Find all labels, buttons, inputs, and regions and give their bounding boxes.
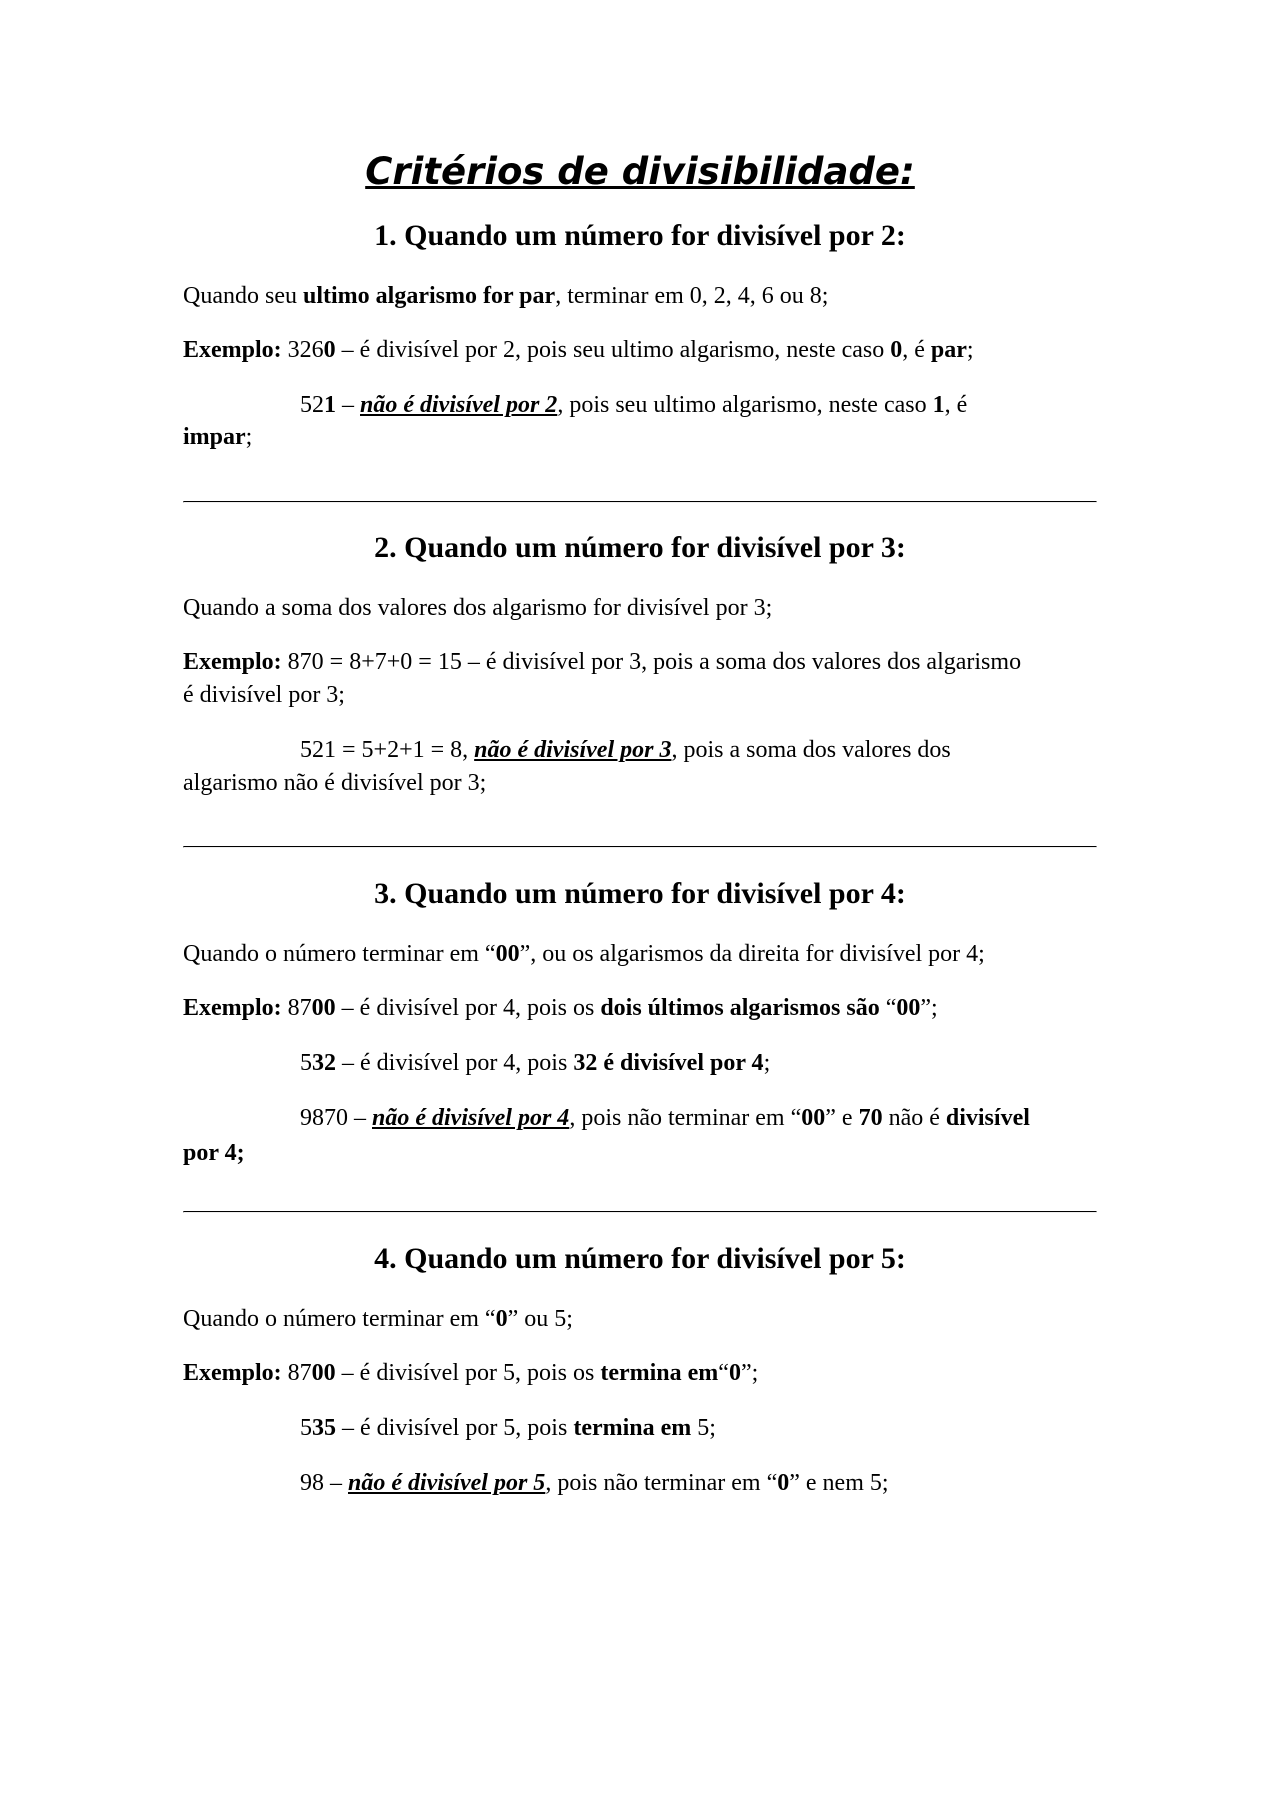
text: – é divisível por 2, pois seu ultimo algarismo, neste caso <box>335 337 891 363</box>
text: – é divisível por 5, pois os <box>335 1360 601 1386</box>
page-title: Critérios de divisibilidade: <box>365 150 915 193</box>
text-bold: 00 <box>495 941 520 967</box>
emphasis-underlined: não é divisível por 4 <box>372 1105 570 1131</box>
section-1-heading: 1. Quando um número for divisível por 2: <box>374 219 906 252</box>
text: ; <box>966 337 974 363</box>
section-3-example-line-2 <box>300 1047 1095 1079</box>
section-1-example-line-1 <box>183 334 1095 366</box>
section-2-example-line-1-cont: é divisível por 3; <box>183 682 345 708</box>
text: 52 <box>300 392 324 418</box>
text: 5 <box>300 1050 312 1076</box>
text: ; <box>245 424 253 450</box>
text: ”, ou os algarismos da direita for divisível por 4; <box>519 941 985 967</box>
section-2-heading: 2. Quando um número for divisível por 3: <box>374 531 906 564</box>
section-4-example-line-1 <box>183 1357 1095 1389</box>
text-bold: 1 <box>932 392 945 418</box>
text-bold: 00 <box>311 995 336 1021</box>
section-separator <box>183 1211 1097 1213</box>
section-3-example-line-1 <box>183 992 1095 1024</box>
example-label: Exemplo: <box>183 995 282 1021</box>
text: Quando o número terminar em “ <box>183 1306 496 1332</box>
text: – <box>336 392 360 418</box>
text: 87 <box>287 995 312 1021</box>
text: “ <box>718 1360 729 1386</box>
text: 5 <box>300 1415 312 1441</box>
text-bold: 0 <box>323 337 336 363</box>
text-bold: 70 <box>858 1105 883 1131</box>
text-bold: impar <box>183 424 246 450</box>
text: , pois não terminar em “ <box>545 1470 778 1496</box>
text-bold: divisível <box>945 1105 1030 1131</box>
text-bold: 00 <box>801 1105 826 1131</box>
section-2-example-line-2-cont: algarismo não é divisível por 3; <box>183 770 487 796</box>
text-bold: termina em <box>600 1360 719 1386</box>
text: , é <box>944 392 968 418</box>
text-bold: 1 <box>324 392 336 418</box>
text: “ <box>879 995 897 1021</box>
text: ” e nem 5; <box>789 1470 889 1496</box>
text: 87 <box>287 1360 312 1386</box>
text: , pois a soma dos valores dos <box>671 737 951 763</box>
text-bold: 0 <box>890 337 903 363</box>
text: ”; <box>740 1360 759 1386</box>
text: Quando o número terminar em “ <box>183 941 496 967</box>
text-bold: 0 <box>495 1306 508 1332</box>
section-separator <box>183 501 1097 503</box>
example-label: Exemplo: <box>183 1360 282 1386</box>
text-bold: 00 <box>311 1360 336 1386</box>
text-bold: 32 <box>312 1050 336 1076</box>
section-4-heading: 4. Quando um número for divisível por 5: <box>374 1242 906 1275</box>
text-bold: 00 <box>896 995 921 1021</box>
section-4-example-line-3 <box>300 1467 1095 1499</box>
text: ”; <box>920 995 938 1021</box>
text-bold: por 4; <box>183 1140 245 1166</box>
emphasis-underlined: não é divisível por 2 <box>360 392 558 418</box>
text: 98 – <box>300 1470 348 1496</box>
section-3-rule <box>183 938 1095 970</box>
text: 870 = 8+7+0 = 15 – é divisível por 3, pois a soma dos valores dos algarismo <box>281 649 1022 675</box>
text: , pois não terminar em “ <box>569 1105 802 1131</box>
text: 326 <box>287 337 324 363</box>
text: ” ou 5; <box>507 1306 573 1332</box>
section-4-rule <box>183 1303 1095 1335</box>
emphasis-underlined: não é divisível por 3 <box>474 737 672 763</box>
text: Quando seu <box>183 283 303 309</box>
text-bold: 35 <box>312 1415 336 1441</box>
text: 5; <box>691 1415 716 1441</box>
section-3-example-line-3 <box>300 1102 1095 1134</box>
text-bold: par <box>930 337 967 363</box>
section-2-example-line-1 <box>183 646 1095 678</box>
text: , pois seu ultimo algarismo, neste caso <box>557 392 933 418</box>
text-bold: dois últimos algarismos são <box>600 995 880 1021</box>
text: não é <box>882 1105 946 1131</box>
emphasis-underlined: não é divisível por 5 <box>348 1470 546 1496</box>
section-3-heading: 3. Quando um número for divisível por 4: <box>374 877 906 910</box>
text-bold: 32 é divisível por 4 <box>573 1050 764 1076</box>
text: – é divisível por 4, pois os <box>335 995 601 1021</box>
text: – é divisível por 5, pois <box>336 1415 574 1441</box>
section-2-example-line-2 <box>300 734 1095 766</box>
text: 521 = 5+2+1 = 8, <box>300 737 475 763</box>
text-bold: ultimo algarismo for par <box>302 283 556 309</box>
section-1-example-line-2-cont <box>183 421 1095 453</box>
text-bold: 0 <box>777 1470 790 1496</box>
section-4-example-line-2 <box>300 1412 1095 1444</box>
text: – é divisível por 4, pois <box>336 1050 574 1076</box>
text-bold: 0 <box>728 1360 741 1386</box>
text-bold: termina em <box>573 1415 692 1441</box>
text: ; <box>763 1050 771 1076</box>
section-separator <box>183 846 1097 848</box>
text: ” e <box>825 1105 859 1131</box>
section-1-rule <box>183 280 1095 312</box>
section-2-rule: Quando a soma dos valores dos algarismo for divisível por 3; <box>183 595 773 621</box>
text: , terminar em 0, 2, 4, 6 ou 8; <box>555 283 829 309</box>
example-label: Exemplo: <box>183 337 282 363</box>
section-3-example-line-3-cont <box>183 1137 1095 1169</box>
section-1-example-line-2 <box>300 389 1095 421</box>
text: , é <box>902 337 931 363</box>
text: 9870 – <box>300 1105 372 1131</box>
example-label: Exemplo: <box>183 649 282 675</box>
